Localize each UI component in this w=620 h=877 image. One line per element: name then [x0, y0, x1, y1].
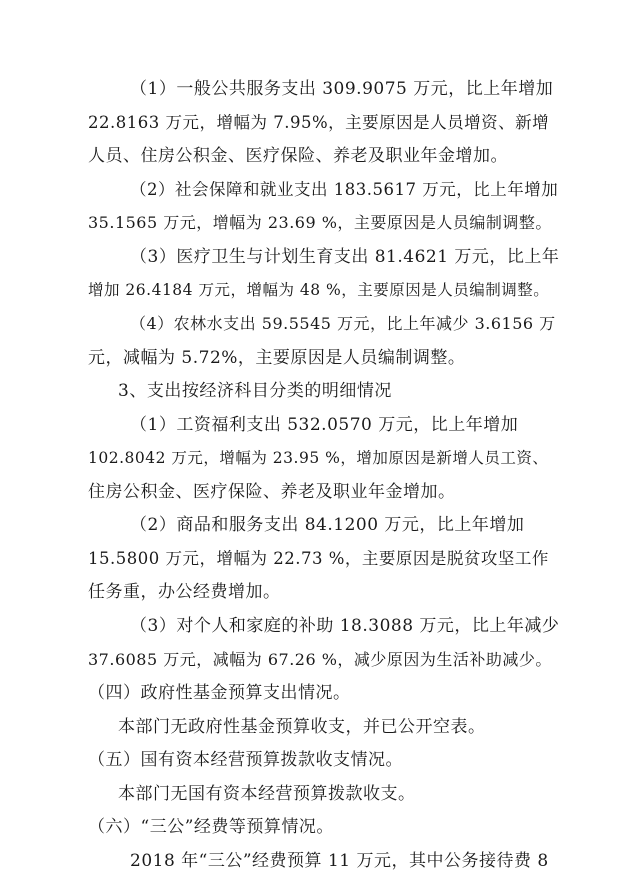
text-line: 15.5800 万元，增幅为 22.73 %，主要原因是脱贫攻坚工作 — [88, 549, 549, 568]
text-line: 22.8163 万元，增幅为 7.95%，主要原因是人员增资、新增 — [88, 113, 550, 132]
text-line: 本部门无政府性基金预算收支，并已公开空表。 — [118, 717, 486, 737]
text-line: 37.6085 万元，减幅为 67.26 %，减少原因为生活补助减少。 — [88, 650, 552, 669]
text-line: （2）社会保障和就业支出 183.5617 万元，比上年增加 — [130, 180, 559, 199]
section-heading: （六）“三公”经费等预算情况。 — [88, 817, 334, 837]
text-line: 2018 年“三公”经费预算 11 万元，其中公务接待费 8 — [130, 851, 549, 871]
section-heading: 3、支出按经济科目分类的明细情况 — [118, 381, 392, 401]
text-line: （4）农林水支出 59.5545 万元，比上年减少 3.6156 万 — [130, 314, 556, 333]
text-line: （1）工资福利支出 532.0570 万元，比上年增加 — [130, 415, 519, 435]
text-line: 102.8042 万元，增幅为 23.95 %，增加原因是新增人员工资、 — [88, 449, 549, 467]
text-line: 任务重，办公经费增加。 — [88, 582, 281, 602]
text-line: 住房公积金、医疗保险、养老及职业年金增加。 — [88, 482, 456, 502]
section-heading: （四）政府性基金预算支出情况。 — [88, 683, 351, 703]
text-line: （3）对个人和家庭的补助 18.3088 万元，比上年减少 — [130, 616, 560, 636]
text-line: 增加 26.4184 万元，增幅为 48 %，主要原因是人员编制调整。 — [88, 281, 550, 299]
text-line: 元，减幅为 5.72%，主要原因是人员编制调整。 — [88, 348, 466, 368]
text-line: （1）一般公共服务支出 309.9075 万元，比上年增加 — [130, 79, 554, 99]
text-line: 35.1565 万元，增幅为 23.69 %，主要原因是人员编制调整。 — [88, 213, 552, 232]
text-line: 本部门无国有资本经营预算拨款收支。 — [118, 784, 416, 804]
section-heading: （五）国有资本经营预算拨款收支情况。 — [88, 750, 403, 770]
text-line: （3）医疗卫生与计划生育支出 81.4621 万元，比上年 — [130, 247, 560, 267]
text-line: （2）商品和服务支出 84.1200 万元，比上年增加 — [130, 515, 525, 535]
text-line: 人员、住房公积金、医疗保险、养老及职业年金增加。 — [88, 146, 508, 166]
